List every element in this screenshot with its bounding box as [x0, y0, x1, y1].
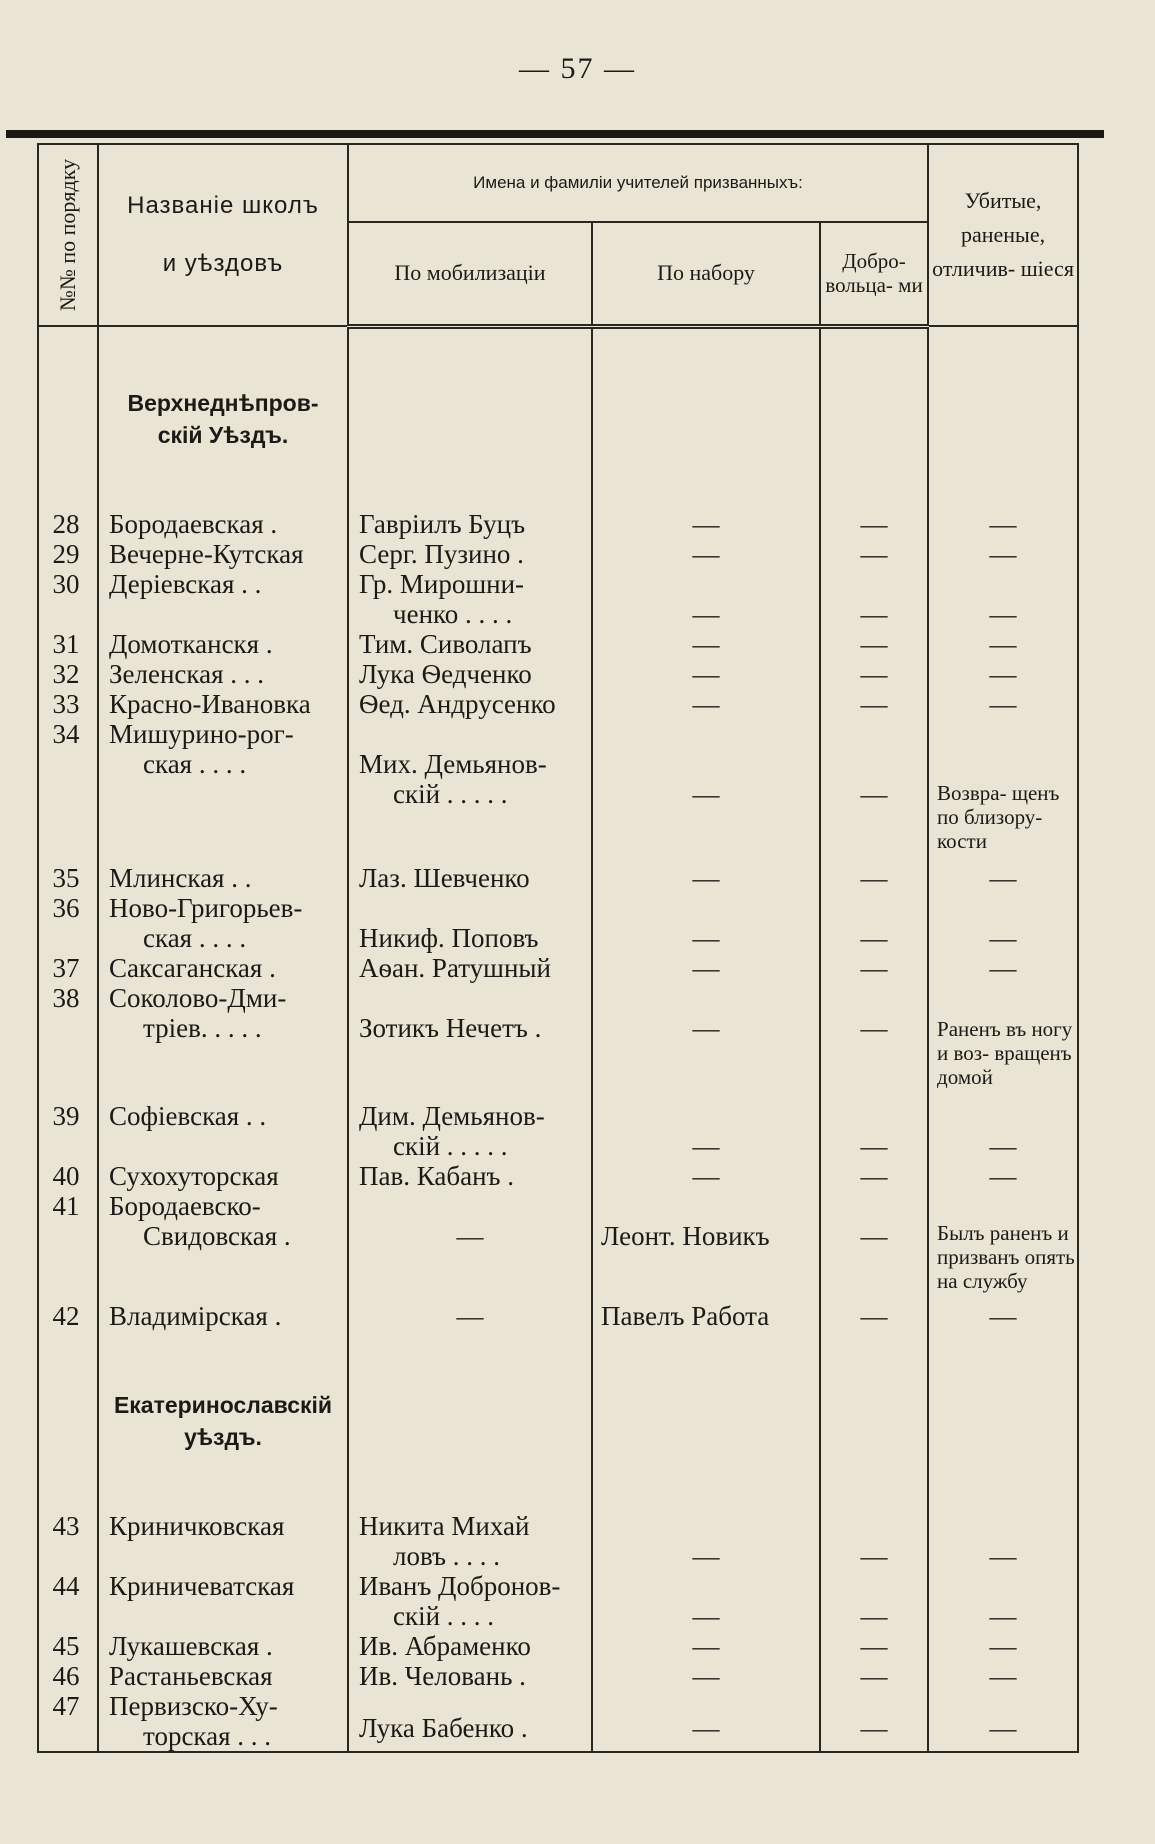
district-row [38, 1389, 1078, 1453]
teacher-mobilization: Тим. Сиволапъ [348, 629, 592, 659]
header-mobilization: По мобилизаціи [348, 222, 592, 326]
school-name: Домотканскя . [98, 629, 348, 659]
teacher-volunteer: — [820, 983, 928, 1101]
teacher-nabor: — [592, 689, 820, 719]
table-row [38, 1191, 1078, 1301]
teacher-mobilization: Ив. Человань . [348, 1661, 592, 1691]
teacher-mobilization: Иванъ Добронов- скій . . . . [348, 1571, 592, 1631]
school-name: Мишурино-рог- ская . . . . [98, 719, 348, 863]
header-nabor: По набору [592, 222, 820, 326]
spacer-row [38, 1453, 1078, 1511]
row-num: 41 [38, 1191, 98, 1301]
header-names: Имена и фамиліи учителей призванныхъ: [348, 144, 928, 222]
district-title: Екатеринославскій уѣздъ. [98, 1389, 348, 1453]
teacher-volunteer: — [820, 1631, 928, 1661]
table-row [38, 1511, 1078, 1571]
district-title: Верхнеднѣпров- скій Уѣздъ. [98, 387, 348, 451]
teacher-nabor: — [592, 893, 820, 953]
row-num: 31 [38, 629, 98, 659]
row-num: 44 [38, 1571, 98, 1631]
page-number: — 57 — [519, 52, 636, 85]
teacher-volunteer: — [820, 1301, 928, 1331]
row-num: 33 [38, 689, 98, 719]
teacher-volunteer: — [820, 1661, 928, 1691]
row-num: 39 [38, 1101, 98, 1161]
teacher-volunteer: — [820, 719, 928, 863]
header-school [98, 144, 348, 326]
teacher-volunteer: — [820, 893, 928, 953]
teacher-volunteer: — [820, 1101, 928, 1161]
row-num: 38 [38, 983, 98, 1101]
teacher-nabor: — [592, 953, 820, 983]
teachers-table [37, 143, 1079, 1753]
school-name: Бородаевско- Свидовская . [98, 1191, 348, 1301]
teacher-volunteer: — [820, 1571, 928, 1631]
status: — [928, 539, 1078, 569]
spacer-row [38, 326, 1078, 387]
teacher-nabor: — [592, 719, 820, 863]
teacher-mobilization: — [348, 1301, 592, 1331]
teacher-nabor: — [592, 539, 820, 569]
school-name: Соколово-Дми- тріев. . . . . [98, 983, 348, 1101]
status: — [928, 1691, 1078, 1752]
table-row [38, 1631, 1078, 1661]
table-row [38, 983, 1078, 1101]
table-row [38, 539, 1078, 569]
status: Возвра- щенъ по близору- кости [928, 719, 1078, 863]
row-num: 43 [38, 1511, 98, 1571]
status: — [928, 569, 1078, 629]
teacher-mobilization: Мих. Демьянов- скій . . . . . [348, 719, 592, 863]
teacher-mobilization: Никиф. Поповъ [348, 893, 592, 953]
teacher-nabor: Павелъ Работа [592, 1301, 820, 1331]
teacher-volunteer: — [820, 1691, 928, 1752]
teacher-volunteer: — [820, 629, 928, 659]
teacher-mobilization: Ив. Абраменко [348, 1631, 592, 1661]
header-volunteers: Добро- вольца- ми [820, 222, 928, 326]
teacher-nabor: — [592, 1661, 820, 1691]
status: — [928, 893, 1078, 953]
teacher-nabor: — [592, 1571, 820, 1631]
teacher-mobilization: — [348, 1191, 592, 1301]
teacher-nabor: — [592, 983, 820, 1101]
teacher-nabor: — [592, 659, 820, 689]
school-name: Ново-Григорьев- ская . . . . [98, 893, 348, 953]
teacher-mobilization: Лаз. Шевченко [348, 863, 592, 893]
school-name: Зеленская . . . [98, 659, 348, 689]
row-num: 46 [38, 1661, 98, 1691]
teacher-volunteer: — [820, 539, 928, 569]
teacher-nabor: — [592, 1161, 820, 1191]
teacher-nabor: — [592, 629, 820, 659]
table-row [38, 953, 1078, 983]
status: — [928, 1101, 1078, 1161]
status: — [928, 1161, 1078, 1191]
spacer-row [38, 451, 1078, 509]
teacher-volunteer: — [820, 953, 928, 983]
teacher-volunteer: — [820, 509, 928, 539]
teacher-volunteer: — [820, 569, 928, 629]
teacher-volunteer: — [820, 689, 928, 719]
row-num: 42 [38, 1301, 98, 1331]
table-row [38, 509, 1078, 539]
school-name: Вечерне-Кутская [98, 539, 348, 569]
teacher-mobilization: Дим. Демьянов- скій . . . . . [348, 1101, 592, 1161]
school-name: Криничковская [98, 1511, 348, 1571]
teacher-nabor: — [592, 1631, 820, 1661]
table-row [38, 689, 1078, 719]
teacher-mobilization: Пав. Кабанъ . [348, 1161, 592, 1191]
row-num: 37 [38, 953, 98, 983]
teacher-nabor: — [592, 1101, 820, 1161]
header-school-line2: и уѣздовъ [162, 250, 284, 277]
status: — [928, 689, 1078, 719]
teacher-nabor: — [592, 509, 820, 539]
table-row [38, 1301, 1078, 1331]
teacher-mobilization: Ѳед. Андрусенко [348, 689, 592, 719]
teacher-mobilization: Лука Бабенко . [348, 1691, 592, 1752]
row-num: 40 [38, 1161, 98, 1191]
teacher-volunteer: — [820, 1161, 928, 1191]
school-name: Лукашевская . [98, 1631, 348, 1661]
row-num: 32 [38, 659, 98, 689]
status: — [928, 629, 1078, 659]
status: — [928, 1661, 1078, 1691]
row-num: 35 [38, 863, 98, 893]
status: Былъ раненъ и призванъ опять на службу [928, 1191, 1078, 1301]
table-row [38, 893, 1078, 953]
row-num: 36 [38, 893, 98, 953]
row-num: 28 [38, 509, 98, 539]
teacher-mobilization: Никита Михай ловъ . . . . [348, 1511, 592, 1571]
table-row [38, 569, 1078, 629]
table-row [38, 863, 1078, 893]
teacher-mobilization: Гавріилъ Буцъ [348, 509, 592, 539]
row-num: 29 [38, 539, 98, 569]
row-num: 34 [38, 719, 98, 863]
school-name: Сухохуторская [98, 1161, 348, 1191]
district-row [38, 387, 1078, 451]
table-row [38, 719, 1078, 863]
status: — [928, 659, 1078, 689]
teacher-nabor: — [592, 863, 820, 893]
teacher-mobilization: Зотикъ Нечетъ . [348, 983, 592, 1101]
school-name: Деріевская . . [98, 569, 348, 629]
teacher-volunteer: — [820, 1511, 928, 1571]
header-num-label: №№ по порядку [55, 158, 80, 312]
teacher-nabor: Леонт. Новикъ [592, 1191, 820, 1301]
table-row [38, 659, 1078, 689]
school-name: Владимірская . [98, 1301, 348, 1331]
row-num: 47 [38, 1691, 98, 1752]
school-name: Саксаганская . [98, 953, 348, 983]
teacher-mobilization: Серг. Пузино . [348, 539, 592, 569]
status: — [928, 509, 1078, 539]
table-row [38, 1661, 1078, 1691]
teacher-mobilization: Гр. Мирошни- ченко . . . . [348, 569, 592, 629]
status: — [928, 1511, 1078, 1571]
school-name: Млинская . . [98, 863, 348, 893]
table-row [38, 1691, 1078, 1752]
teacher-mobilization: Лука Ѳедченко [348, 659, 592, 689]
teacher-nabor: — [592, 1511, 820, 1571]
status: — [928, 953, 1078, 983]
school-name: Растаньевская [98, 1661, 348, 1691]
status: — [928, 863, 1078, 893]
school-name: Красно-Ивановка [98, 689, 348, 719]
teacher-volunteer: — [820, 659, 928, 689]
table-row [38, 1571, 1078, 1631]
status: — [928, 1631, 1078, 1661]
teacher-nabor: — [592, 1691, 820, 1752]
teacher-volunteer: — [820, 863, 928, 893]
table-row [38, 1161, 1078, 1191]
row-num: 45 [38, 1631, 98, 1661]
school-name: Софіевская . . [98, 1101, 348, 1161]
teacher-volunteer: — [820, 1191, 928, 1301]
status: Раненъ въ ногу и воз- вращенъ домой [928, 983, 1078, 1101]
header-killed: Убитые, раненые, отличив- шіеся [928, 144, 1078, 326]
row-num: 30 [38, 569, 98, 629]
table-row [38, 629, 1078, 659]
school-name: Бородаевская . [98, 509, 348, 539]
spacer-row [38, 1331, 1078, 1389]
school-name: Первизско-Ху- торская . . . [98, 1691, 348, 1752]
teacher-mobilization: Аѳан. Ратушный [348, 953, 592, 983]
status: — [928, 1301, 1078, 1331]
school-name: Криничеватская [98, 1571, 348, 1631]
header-school-line1: Названіе школъ [127, 192, 319, 219]
teacher-nabor: — [592, 569, 820, 629]
table-row [38, 1101, 1078, 1161]
status: — [928, 1571, 1078, 1631]
header-num [38, 144, 98, 326]
top-rule [6, 130, 1104, 138]
